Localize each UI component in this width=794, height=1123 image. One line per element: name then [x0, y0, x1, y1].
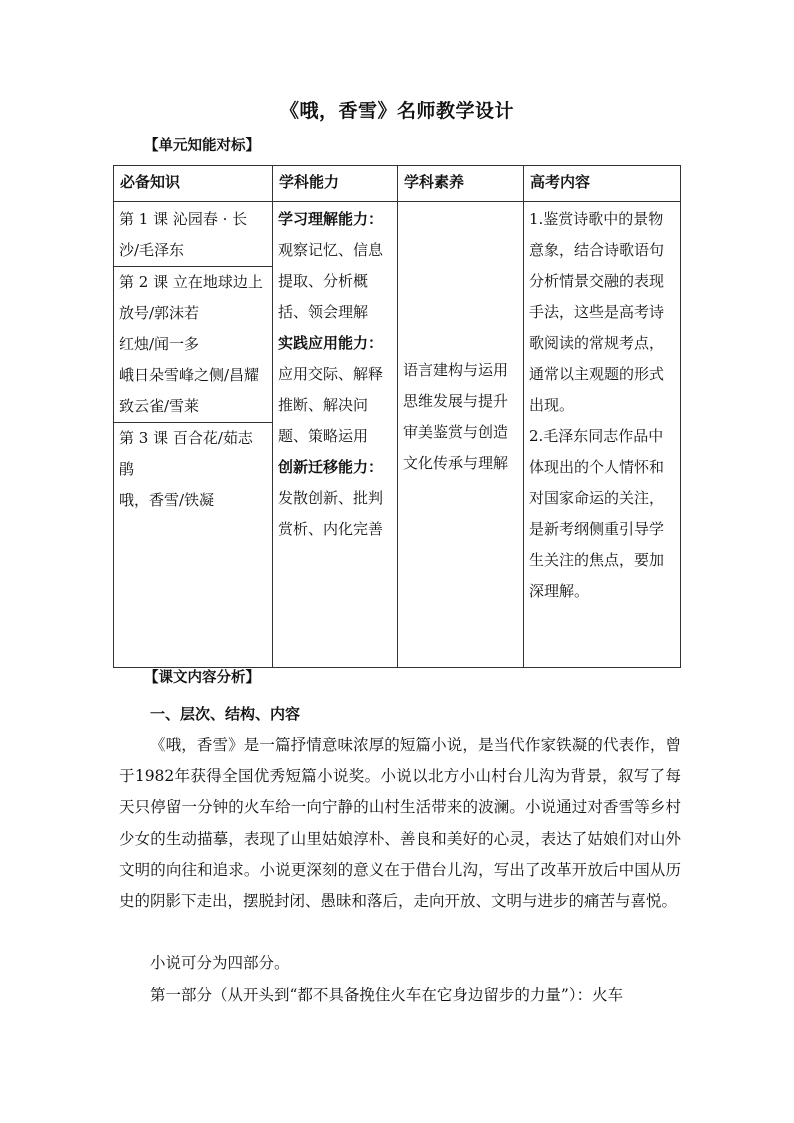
exam-item: 1.鉴赏诗歌中的景物意象，结合诗歌语句分析情景交融的表现手法，这些是高考诗歌阅读的常规考点，通常以主观题的形式出现。 — [529, 210, 665, 414]
literacy-cell — [398, 202, 524, 668]
lesson-item: 峨日朵雪峰之侧/昌耀 — [119, 366, 260, 384]
literacy-item: 语言建构与运用 — [403, 360, 509, 379]
table-header-row — [114, 166, 681, 202]
literacy-item: 文化传承与理解 — [403, 453, 509, 472]
lesson-item: 哦，香雪/铁凝 — [119, 491, 215, 509]
knowledge-cell — [114, 202, 273, 668]
ability-label: 学习理解能力： — [278, 210, 384, 228]
lesson-3-block — [114, 423, 272, 516]
knowledge-ability-table — [113, 165, 681, 668]
lesson-item: 致云雀/雪莱 — [119, 397, 200, 415]
lesson-item: 第 2 课 立在地球边上放号/郭沫若 — [119, 273, 263, 322]
content-section-heading: 【课文内容分析】 — [144, 669, 260, 686]
lesson-1-block — [114, 202, 272, 267]
unit-section-heading: 【单元知能对标】 — [144, 137, 260, 154]
subheading: 一、层次、结构、内容 — [150, 705, 301, 723]
ability-label: 实践应用能力： — [278, 334, 384, 352]
ability-text: 观察记忆、信息提取、分析概括、领会理解 — [278, 241, 384, 321]
header-exam: 高考内容 — [524, 166, 681, 202]
ability-cell — [273, 202, 398, 668]
page-title: 《哦，香雪》名师教学设计 — [279, 100, 514, 122]
lesson-item: 第 3 课 百合花/茹志鹃 — [119, 429, 253, 478]
ability-label: 创新迁移能力： — [278, 458, 384, 476]
lesson-2-block — [114, 267, 272, 423]
ability-text: 应用交际、解释推断、解决问题、策略运用 — [278, 365, 384, 445]
paragraph: 小说可分为四部分。 — [150, 954, 290, 972]
lesson-item: 红烛/闻一多 — [119, 335, 200, 353]
exam-item: 2.毛泽东同志作品中体现出的个人情怀和对国家命运的关注，是新考纲侧重引导学生关注的焦点，要加深理解。 — [529, 427, 665, 600]
header-literacy: 学科素养 — [398, 166, 524, 202]
paragraph: 第一部分（从开头到“都不具备挽住火车在它身边留步的力量”）：火车 — [150, 986, 624, 1004]
exam-cell — [524, 202, 681, 668]
paragraph: 《哦，香雪》是一篇抒情意味浓厚的短篇小说，是当代作家铁凝的代表作，曾于1982年获得全国优秀短篇小说奖。小说以北方小山村台儿沟为背景，叙写了每天只停留一分钟的火车给一向宁静的山村生活带来的波澜。小说通过对香雪等乡村少女的生动描摹，表现了山里姑娘淳朴、善良和美好的心灵，表达了姑娘们对山外文明的向往和追求。小说更深刻的意义在于借台儿沟，写出了改革开放后中国从历史的阴影下走出，摆脱封闭、愚昧和落后，走向开放、文明与进步的痛苦与喜悦。 — [119, 736, 681, 911]
header-ability: 学科能力 — [273, 166, 398, 202]
literacy-item: 思维发展与提升 — [403, 391, 509, 410]
literacy-item: 审美鉴赏与创造 — [403, 422, 509, 441]
ability-text: 发散创新、批判赏析、内化完善 — [278, 489, 384, 538]
table-row — [114, 202, 681, 668]
lesson-item: 第 1 课 沁园春 · 长沙/毛泽东 — [119, 210, 248, 259]
header-knowledge: 必备知识 — [114, 166, 273, 202]
